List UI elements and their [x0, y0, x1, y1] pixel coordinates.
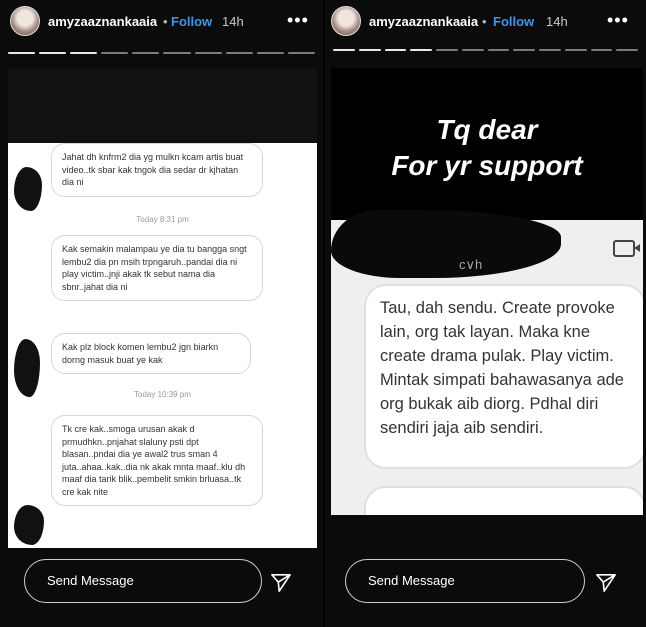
separator-dot: •	[482, 14, 487, 29]
story-progress	[8, 52, 315, 54]
follow-button[interactable]: Follow	[493, 14, 535, 29]
progress-segment	[359, 49, 381, 51]
story-header	[325, 0, 646, 44]
send-icon[interactable]	[595, 573, 617, 593]
progress-segment	[226, 52, 253, 54]
progress-segment	[132, 52, 159, 54]
send-message-input[interactable]: Send Message	[24, 559, 262, 603]
story-media[interactable]	[8, 68, 317, 548]
progress-segment	[436, 49, 458, 51]
progress-segment	[257, 52, 284, 54]
separator-dot: •	[163, 14, 168, 29]
follow-button[interactable]: Follow	[171, 14, 213, 29]
story-panel-right	[323, 0, 646, 627]
story-time: 14h	[546, 14, 568, 29]
chat-message-partial	[364, 486, 643, 515]
redacted-avatar	[14, 505, 44, 545]
more-options-icon[interactable]: •••	[287, 10, 309, 30]
progress-segment	[288, 52, 315, 54]
chat-timestamp: Today 10:39 pm	[134, 390, 191, 399]
chat-message: Kak plz block komen lembu2 jgn biarkn dorng masuk buat ye kak	[51, 333, 251, 374]
more-options-icon[interactable]: •••	[607, 10, 629, 30]
chat-message: Kak semakin malampau ye dia tu bangga sngt lembu2 dia pn msih trpngaruh..pandai dia ni play victim..jnji akak tk sebut nama dia sbnr..jahat dia ni	[51, 235, 263, 301]
redacted-avatar	[14, 339, 40, 397]
caption-line-2: For yr support	[391, 150, 583, 181]
username[interactable]: amyzaaznankaaia	[48, 14, 158, 29]
avatar[interactable]	[10, 6, 40, 36]
progress-segment	[616, 49, 638, 51]
story-media[interactable]	[331, 68, 643, 515]
progress-segment	[163, 52, 190, 54]
story-time: 14h	[222, 14, 244, 29]
progress-segment	[70, 52, 97, 54]
chat-message: Tk cre kak..smoga urusan akak d prmudhkn..pnjahat slaluny psti dpt blasan..pndai dia ye awal2 trus sman 4 juta..ahaa..kak..dia nk akak mnta maaf..klu dh maaf dia tarik blik..pembelit smkin brluasa..tk cre kak nite	[51, 415, 263, 506]
progress-segment	[462, 49, 484, 51]
progress-segment	[195, 52, 222, 54]
story-progress	[333, 49, 638, 51]
send-message-input[interactable]: Send Message	[345, 559, 585, 603]
progress-segment	[513, 49, 535, 51]
progress-segment	[101, 52, 128, 54]
send-icon[interactable]	[270, 573, 292, 593]
username[interactable]: amyzaaznankaaia	[369, 14, 479, 29]
progress-segment	[539, 49, 561, 51]
redacted-avatar	[14, 167, 42, 211]
progress-segment	[333, 49, 355, 51]
partial-label: c∨h	[459, 257, 483, 272]
video-call-icon	[613, 240, 635, 257]
progress-segment	[385, 49, 407, 51]
progress-segment	[591, 49, 613, 51]
avatar[interactable]	[331, 6, 361, 36]
progress-segment	[39, 52, 66, 54]
chat-message: Jahat dh knfrm2 dia yg mulkn kcam artis buat video..tk sbar kak tngok dia sedar dr kjhatan dia ni	[51, 143, 263, 197]
chat-message: Tau, dah sendu. Create provoke lain, org tak layan. Maka kne create drama pulak. Play victim. Mintak simpati bahawasanya ade org bukak aib diorg. Pdhal diri sendiri jaja aib sendiri.	[364, 284, 643, 469]
progress-segment	[565, 49, 587, 51]
progress-segment	[410, 49, 432, 51]
progress-segment	[488, 49, 510, 51]
chat-screenshot	[8, 143, 317, 548]
story-header	[0, 0, 323, 44]
story-caption	[331, 112, 643, 184]
chat-timestamp: Today 8:31 pm	[136, 215, 189, 224]
progress-segment	[8, 52, 35, 54]
caption-line-1: Tq dear	[436, 114, 538, 145]
